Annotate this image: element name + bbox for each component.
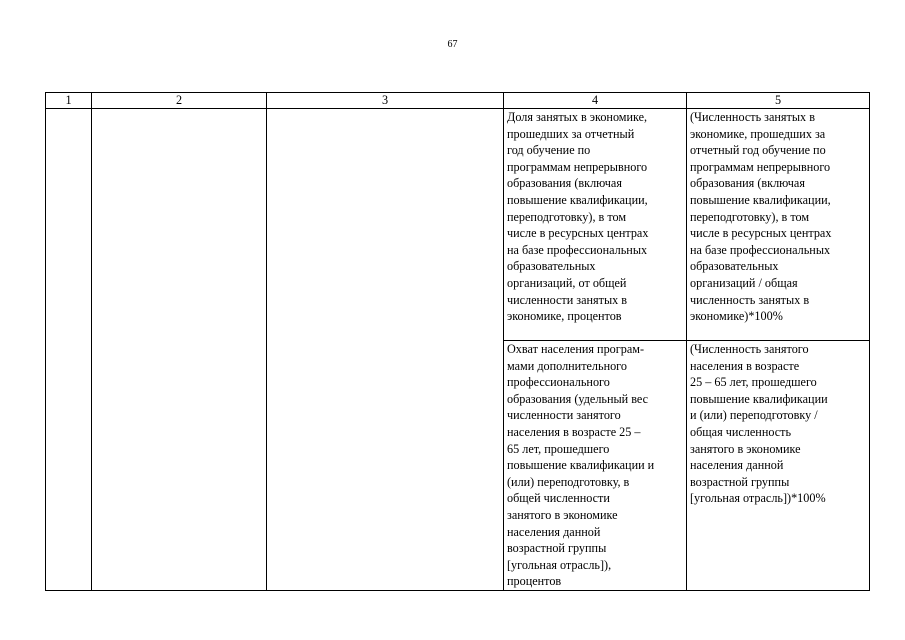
table-header-row <box>46 93 870 109</box>
table-row <box>46 109 870 341</box>
indicator-name-cell <box>504 109 687 341</box>
indicator-name-text: Охват населения програм- мами дополнительного профессионального образования (удельный вес численности занятого населения в возрасте 25 – 65 лет, прошедшего повышение квалификации и (или) переподготовку, в общей численности занятого в экономике населения данной возрастной группы [угольная отрасль]), процентов <box>507 342 655 589</box>
indicator-formula-cell <box>687 341 870 591</box>
column-header-2: 2 <box>92 93 267 109</box>
cell-col2-empty <box>92 109 267 591</box>
cell-col1-empty <box>46 109 92 591</box>
indicators-table <box>45 92 870 591</box>
page-number: 67 <box>447 39 458 50</box>
column-header-3: 3 <box>267 93 504 109</box>
column-header-1: 1 <box>46 93 92 109</box>
cell-col3-empty <box>267 109 504 591</box>
column-header-4: 4 <box>504 93 687 109</box>
indicator-formula-text: (Численность занятого населения в возрасте 25 – 65 лет, прошедшего повышение квалификации и (или) переподготовку / общая численность занятого в экономике населения данной возрастной группы [угольная отрасль])*100% <box>690 342 828 506</box>
indicator-formula-cell <box>687 109 870 341</box>
indicator-name-cell <box>504 341 687 591</box>
indicator-name-text: Доля занятых в экономике, прошедших за отчетный год обучение по программам непрерывного образования (включая повышение квалификации, переподготовку), в том числе в ресурсных центрах на базе профессиональных образовательных организаций, от общей численности занятых в экономике, процентов <box>507 110 649 324</box>
column-header-5: 5 <box>687 93 870 109</box>
indicator-formula-text: (Численность занятых в экономике, прошедших за отчетный год обучение по программам непрерывного образования (включая повышение квалификации, переподготовку), в том числе в ресурсных центрах на базе профессиональных образовательных организаций / общая численность занятых в экономике)*100% <box>690 110 832 324</box>
